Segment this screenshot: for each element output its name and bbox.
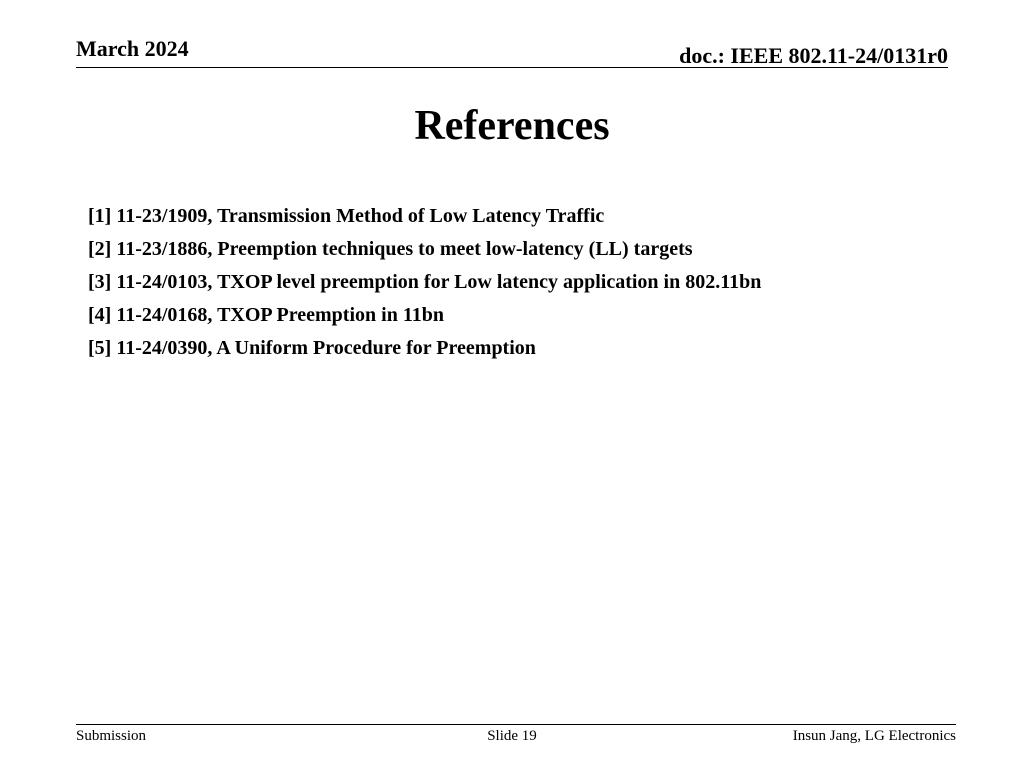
- reference-item: [2] 11-23/1886, Preemption techniques to meet low-latency (LL) targets: [88, 238, 693, 260]
- header-date: March 2024: [76, 36, 189, 61]
- footer-author: Insun Jang, LG Electronics: [792, 728, 956, 744]
- reference-list: [88, 202, 761, 367]
- reference-item: [3] 11-24/0103, TXOP level preemption for Low latency application in 802.11bn: [88, 271, 762, 293]
- reference-item: [5] 11-24/0390, A Uniform Procedure for Preemption: [88, 337, 536, 359]
- header-divider: [76, 67, 948, 68]
- reference-item: [1] 11-23/1909, Transmission Method of Low Latency Traffic: [88, 205, 605, 227]
- reference-item: [4] 11-24/0168, TXOP Preemption in 11bn: [88, 304, 444, 326]
- footer-slide-number: Slide 19: [487, 728, 537, 744]
- footer-submission: Submission: [76, 728, 147, 744]
- slide-title: References: [414, 103, 610, 149]
- footer-divider: [76, 724, 956, 725]
- header-doc-id: doc.: IEEE 802.11-24/0131r0: [679, 43, 948, 68]
